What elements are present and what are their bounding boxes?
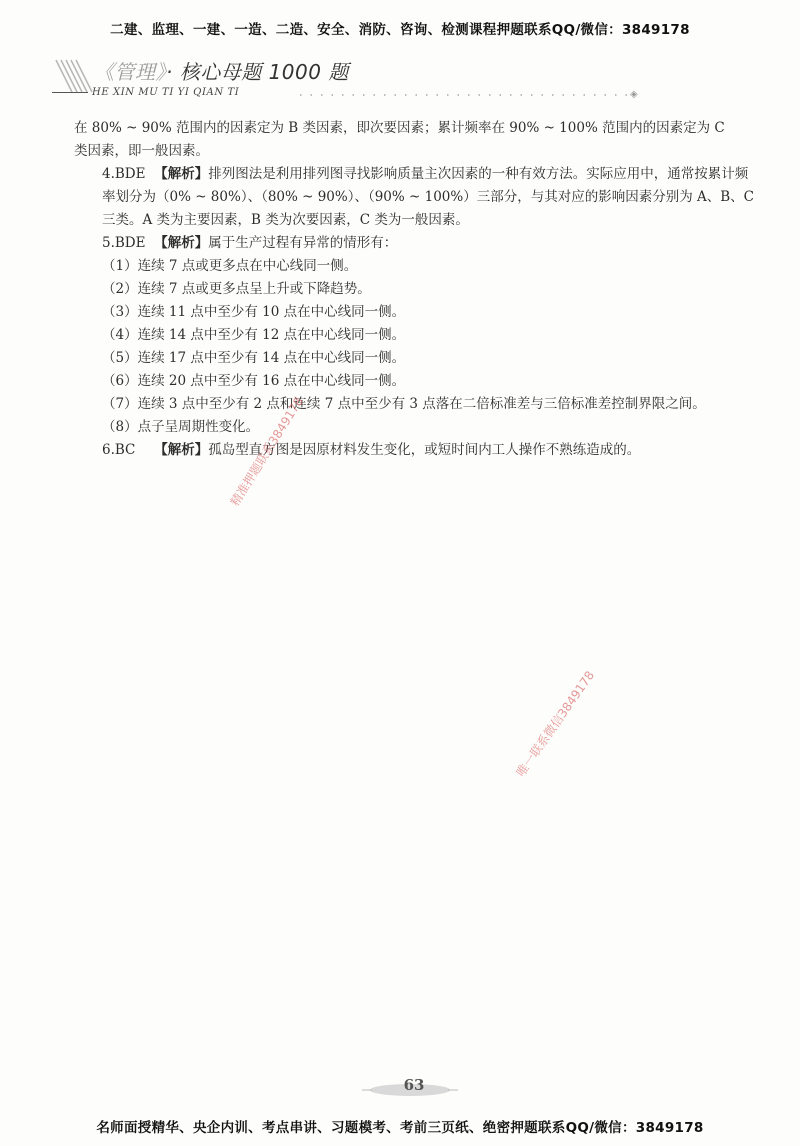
answer-4-text: 排列图法是利用排列图寻找影响质量主次因素的一种有效方法。实际应用中，通常按累计频率划分为（0% ~ 80%）、（80% ~ 90%）、（90% ~ 100%）三部分，与其对应的影响因素分别为 A、B、C 三类。A 类为主要因素，B 类为次要因素，C 类为一般因素。 [102,166,755,228]
answer-5-item: （8）点子呈周期性变化。 [102,419,260,435]
answer-5-text: 属于生产过程有异常的情形有： [208,235,398,251]
answer-5-item: （2）连续 7 点或更多点呈上升或下降趋势。 [102,281,371,297]
answer-5 [74,232,754,255]
answer-5-item: （1）连续 7 点或更多点在中心线同一侧。 [102,258,358,274]
continued-line-2: 类因素，即一般因素。 [74,143,209,159]
watermark-1: 精准押题联系3849178 [227,394,307,509]
header-subtitle: HE XIN MU TI YI QIAN TI [92,87,240,98]
answer-6-number: 6.BC [102,442,136,458]
answer-5-tag: 【解析】 [154,235,209,251]
watermark-2: 唯一联系微信3849178 [513,668,598,780]
header-dotted-line [300,93,630,97]
answer-5-item: （7）连续 3 点中至少有 2 点和连续 7 点中至少有 3 点落在二倍标准差与三倍标准差控制界限之间。 [102,396,706,412]
header-rule [52,92,88,93]
answer-4-tag: 【解析】 [154,166,209,182]
page-header [52,52,752,104]
header-end-ornament: ◈ [630,89,638,100]
bottom-banner: 名师面授精华、央企内训、考点串讲、习题模考、考前三页纸、绝密押题联系QQ/微信：3849178 [96,1120,704,1136]
answer-4-number: 4.BDE [102,166,146,182]
answer-5-item: （5）连续 17 点中至少有 14 点在中心线同一侧。 [102,350,406,366]
header-title-subject: 《管理》 [94,60,166,84]
answer-5-item: （4）连续 14 点中至少有 12 点在中心线同一侧。 [102,327,406,343]
answer-5-item: （3）连续 11 点中至少有 10 点在中心线同一侧。 [102,304,406,320]
answer-4 [74,163,754,232]
answer-6-text: 孤岛型直方图是因原材料发生变化，或短时间内工人操作不熟练造成的。 [208,442,641,458]
answer-5-number: 5.BDE [102,235,146,251]
answer-6 [74,439,754,462]
answer-5-item: （6）连续 20 点中至少有 16 点在中心线同一侧。 [102,373,406,389]
answer-6-tag: 【解析】 [154,442,209,458]
top-banner: 二建、监理、一建、一造、二造、安全、消防、咨询、检测课程押题联系QQ/微信：3849178 [110,22,690,38]
header-title-book: · 核心母题 1000 题 [166,60,349,84]
page-number: 63 [403,1076,425,1094]
continued-line-1: 在 80% ~ 90% 范围内的因素定为 B 类因素，即次要因素；累计频率在 90% ~ 100% 范围内的因素定为 C [74,120,725,136]
header-title [94,56,349,85]
answer-content [74,117,754,462]
